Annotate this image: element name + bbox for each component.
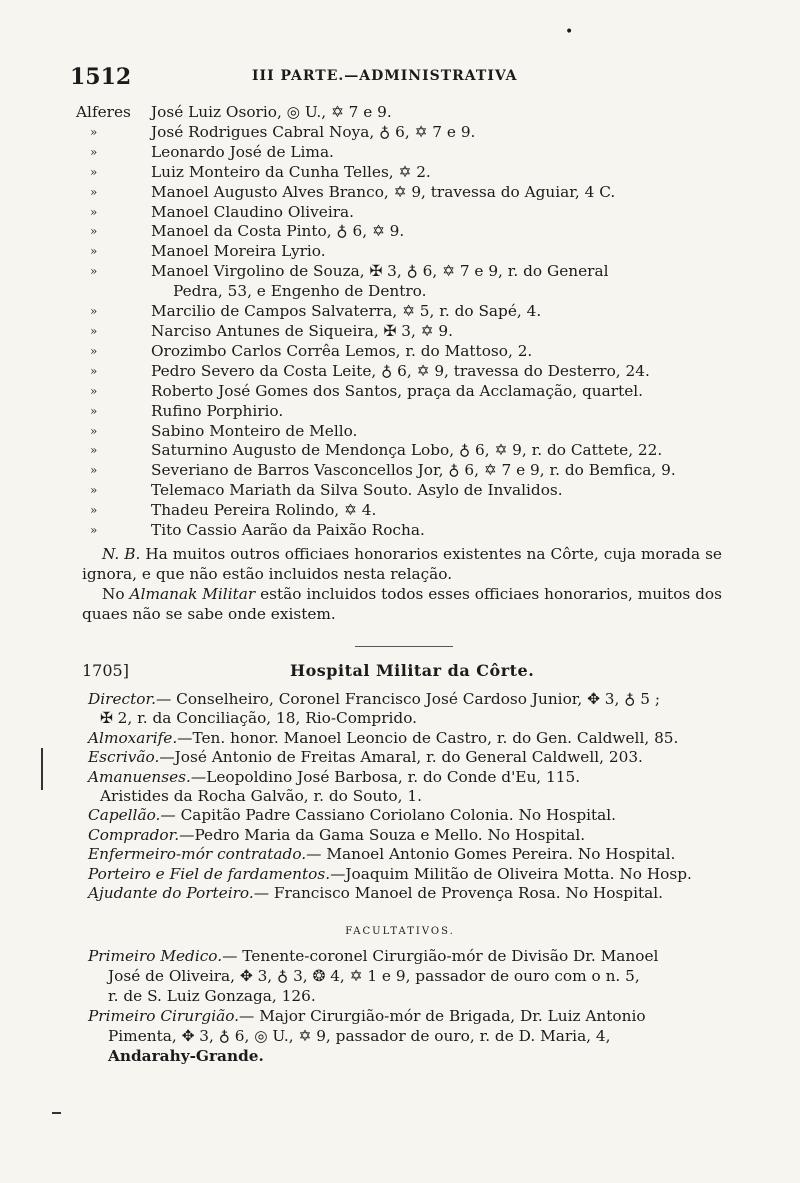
ditto-mark: » — [90, 403, 98, 418]
staff-line: Director.— Conselheiro, Coronel Francisco José Cardoso Junior, ✥ 3, ♁ 5 ; — [88, 690, 661, 708]
ditto-mark: » — [90, 483, 98, 498]
ditto-mark: » — [90, 343, 98, 358]
list-item: » Severiano de Barros Vasconcellos Jor, ♁ 6, ✡ 7 e 9, r. do Bemfica, 9. — [90, 461, 676, 480]
ditto-mark: » — [90, 503, 98, 518]
ditto-mark: » — [90, 363, 98, 378]
ditto-mark: » — [90, 264, 98, 279]
list-item: » Saturnino Augusto de Mendonça Lobo, ♁ 6, ✡ 9, r. do Cattete, 22. — [90, 441, 663, 460]
list-item: » Marcilio de Campos Salvaterra, ✡ 5, r. do Sapé, 4. — [90, 302, 542, 321]
ditto-mark: » — [90, 323, 98, 338]
staff-line: Escrivão.—José Antonio de Freitas Amaral, r. do General Caldwell, 203. — [88, 748, 643, 767]
ditto-mark: » — [90, 224, 98, 239]
page-number: 1512 — [70, 64, 132, 90]
doctor-line: Primeiro Cirurgião.— Major Cirurgião-mór de Brigada, Dr. Luiz Antonio — [88, 1007, 646, 1025]
facultativos-list — [88, 946, 718, 1066]
alferes-list — [76, 103, 726, 541]
doctor-line: r. de S. Luiz Gonzaga, 126. — [108, 987, 316, 1005]
staff-line: Amanuenses.—Leopoldino José Barbosa, r. do Conde d'Eu, 115. — [88, 767, 581, 786]
ditto-mark: » — [90, 423, 98, 438]
ditto-mark: » — [90, 204, 98, 219]
doctor-line: Andarahy-Grande. — [108, 1047, 264, 1065]
nb-label: N. B. — [102, 545, 141, 563]
ditto-mark: » — [90, 523, 98, 538]
ditto-mark: » — [90, 164, 98, 179]
list-item: » Manoel da Costa Pinto, ♁ 6, ✡ 9. — [90, 222, 405, 241]
running-title: III PARTE.—ADMINISTRATIVA — [252, 68, 518, 84]
list-item: » José Rodrigues Cabral Noya, ♁ 6, ✡ 7 e 9. — [90, 122, 476, 141]
entry-continuation: Pedra, 53, e Engenho de Dentro. — [173, 282, 427, 301]
list-item: » Manoel Augusto Alves Branco, ✡ 9, travessa do Aguiar, 4 C. — [90, 182, 616, 201]
nota-bene: N. B. Ha muitos outros officiaes honorarios existentes na Côrte, cuja morada se ignora, e que não estão incluidos nesta relação. No Almanak Militar estão incluidos todos esses officiaes honorarios, muitos dos quaes não se sabe onde existem. — [82, 545, 722, 623]
staff-line: Aristides da Rocha Galvão, r. do Souto, 1. — [100, 787, 422, 806]
ditto-mark: » — [90, 443, 98, 458]
list-item: » Luiz Monteiro da Cunha Telles, ✡ 2. — [90, 162, 431, 181]
margin-mark — [41, 748, 43, 790]
facultativos-heading: FACULTATIVOS. — [345, 926, 455, 937]
list-item: » Manoel Virgolino de Souza, ✠ 3, ♁ 6, ✡ 7 e 9, r. do General Pedra, 53, e Engenho de Dentro. — [76, 262, 726, 302]
section-title: Hospital Militar da Côrte. — [290, 661, 535, 680]
doctor-line: Primeiro Medico.— Tenente-coronel Cirurgião-mór de Divisão Dr. Manoel — [88, 947, 659, 965]
rank-label: Alferes — [76, 103, 131, 121]
list-item: » Tito Cassio Aarão da Paixão Rocha. — [90, 521, 425, 540]
staff-line: Capellão.— Capitão Padre Cassiano Coriolano Colonia. No Hospital. — [88, 806, 617, 825]
staff-line: ✠ 2, r. da Conciliação, 18, Rio-Comprido. — [100, 709, 418, 728]
ditto-mark: » — [90, 144, 98, 159]
section-divider — [355, 646, 453, 647]
list-item: » Manoel Claudino Oliveira. — [90, 202, 355, 221]
list-item: » Thadeu Pereira Rolindo, ✡ 4. — [90, 501, 377, 520]
list-item: Alferes José Luiz Osorio, ◎ U., ✡ 7 e 9. — [76, 103, 392, 121]
ditto-mark: » — [90, 463, 98, 478]
doctor-line: Pimenta, ✥ 3, ♁ 6, ◎ U., ✡ 9, passador de ouro, r. de D. Maria, 4, — [108, 1027, 611, 1045]
list-item: » Orozimbo Carlos Corrêa Lemos, r. do Mattoso, 2. — [90, 341, 533, 360]
list-item: » Roberto José Gomes dos Santos, praça da Acclamação, quartel. — [90, 381, 644, 400]
ditto-mark: » — [90, 304, 98, 319]
ditto-mark: » — [90, 184, 98, 199]
staff-line: Comprador.—Pedro Maria da Gama Souza e Mello. No Hospital. — [88, 825, 586, 844]
list-item: » Rufino Porphirio. — [90, 401, 284, 420]
staff-line: Ajudante do Porteiro.— Francisco Manoel de Provença Rosa. No Hospital. — [88, 884, 664, 903]
list-item: » Manoel Moreira Lyrio. — [90, 242, 326, 261]
staff-line: Porteiro e Fiel de fardamentos.—Joaquim Militão de Oliveira Motta. No Hosp. — [88, 864, 692, 883]
nb-text: Ha muitos outros officiaes honorarios existentes na Côrte, cuja morada se ignora, e que não estão incluidos nesta relação. — [82, 545, 722, 583]
staff-line: Enfermeiro-mór contratado.— Manoel Antonio Gomes Pereira. No Hospital. — [88, 845, 676, 864]
list-item: » Leonardo José de Lima. — [90, 142, 334, 161]
ditto-mark: » — [90, 124, 98, 139]
ink-dot: • — [565, 24, 574, 40]
margin-dash — [52, 1112, 61, 1114]
section-number: 1705] — [82, 661, 129, 680]
list-item: » Sabino Monteiro de Mello. — [90, 421, 358, 440]
hospital-staff — [88, 690, 718, 903]
ditto-mark: » — [90, 244, 98, 259]
almanak-title: Almanak Militar — [129, 585, 256, 603]
ditto-mark: » — [90, 383, 98, 398]
list-item: » Telemaco Mariath da Silva Souto. Asylo de Invalidos. — [90, 481, 563, 500]
staff-line: Almoxarife.—Ten. honor. Manoel Leoncio de Castro, r. do Gen. Caldwell, 85. — [88, 728, 679, 747]
list-item: » Pedro Severo da Costa Leite, ♁ 6, ✡ 9, travessa do Desterro, 24. — [90, 361, 650, 380]
list-item: » Narciso Antunes de Siqueira, ✠ 3, ✡ 9. — [90, 321, 453, 340]
doctor-line: José de Oliveira, ✥ 3, ♁ 3, ❂ 4, ✡ 1 e 9, passador de ouro com o n. 5, — [108, 967, 640, 985]
